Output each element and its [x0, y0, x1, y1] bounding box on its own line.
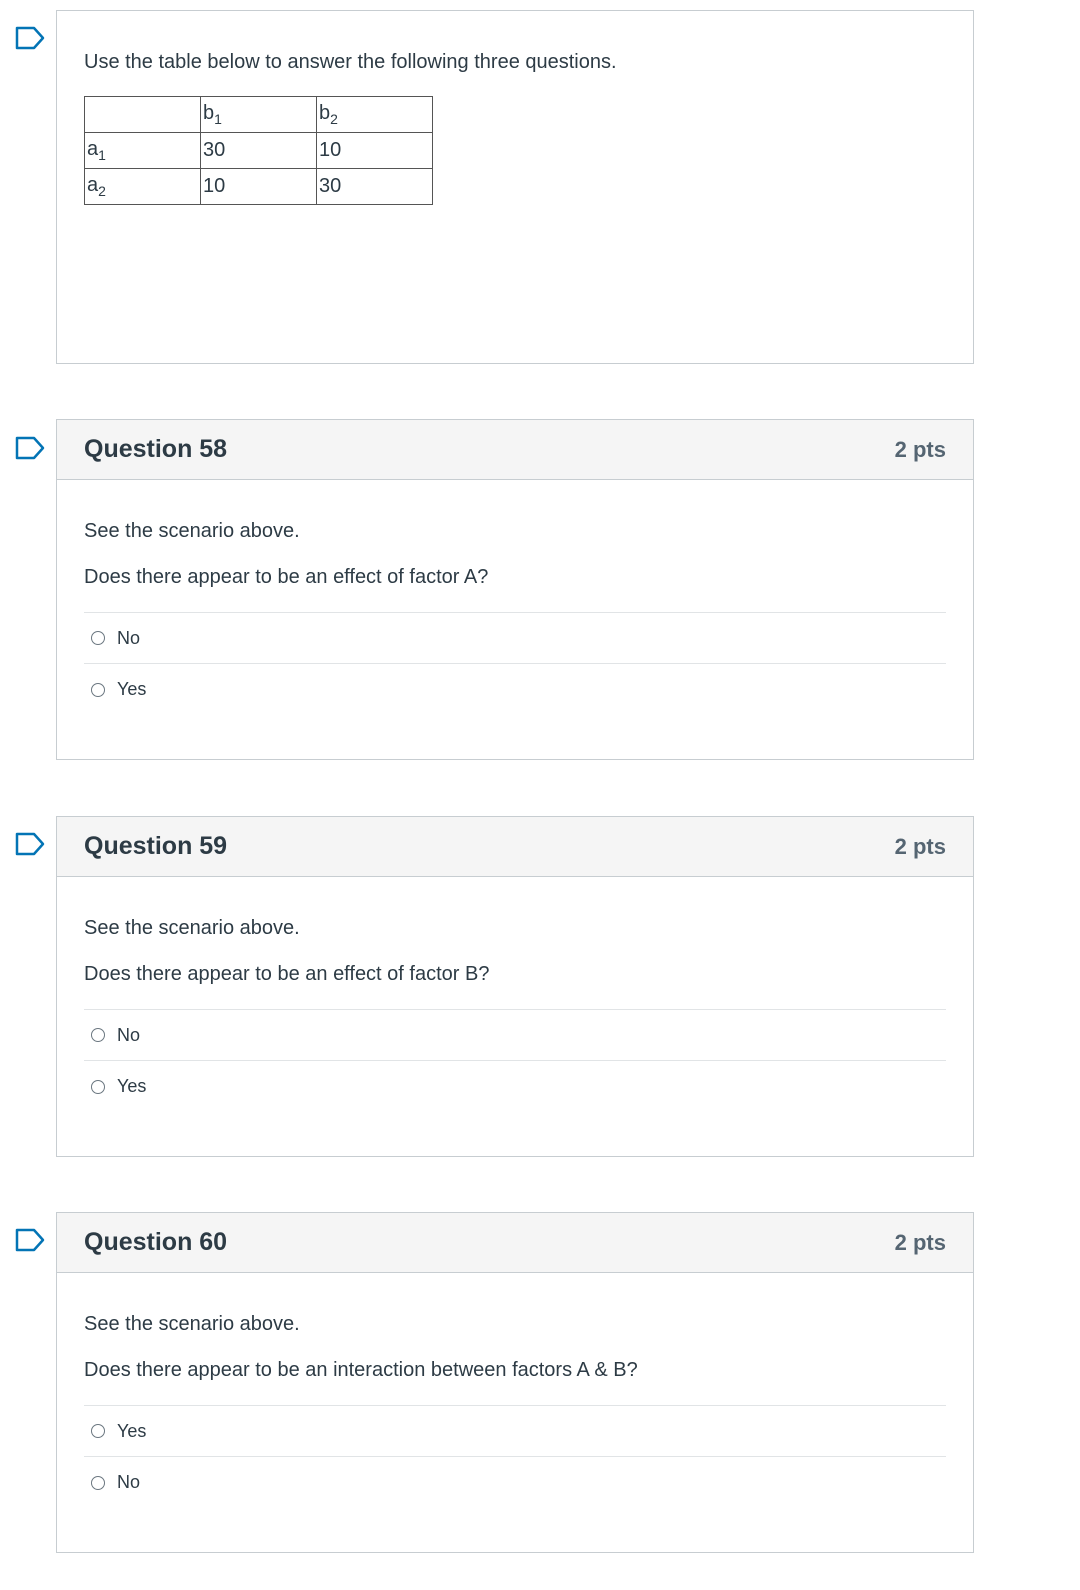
radio-button[interactable] [91, 683, 105, 697]
question-points: 2 pts [894, 833, 946, 859]
question-scenario: See the scenario above. [84, 520, 300, 542]
answer-option[interactable] [84, 1406, 946, 1457]
question-header [57, 1213, 973, 1273]
answer-label: No [117, 1024, 141, 1045]
table-cell: 10 [201, 169, 317, 205]
question-prompt: Does there appear to be an effect of factor A? [84, 566, 489, 588]
table-cell: 30 [201, 133, 317, 169]
question-card [56, 1212, 974, 1553]
question-title: Question 59 [84, 832, 228, 860]
table-header-row [85, 97, 433, 133]
flag-question-icon[interactable] [14, 436, 46, 462]
scenario-text: Use the table below to answer the following three questions. [84, 51, 617, 73]
radio-button[interactable] [91, 1476, 105, 1490]
answer-option[interactable] [84, 613, 946, 664]
answer-option[interactable] [84, 1061, 946, 1112]
answer-list [84, 612, 946, 715]
question-title: Question 58 [84, 435, 228, 463]
question-scenario: See the scenario above. [84, 917, 300, 939]
answer-option[interactable] [84, 664, 946, 715]
question-title: Question 60 [84, 1228, 228, 1256]
answer-label: Yes [117, 1420, 147, 1441]
radio-button[interactable] [91, 1080, 105, 1094]
radio-button[interactable] [91, 1424, 105, 1438]
table-cell: 10 [317, 133, 433, 169]
table-row [85, 133, 433, 169]
scenario-card [56, 10, 974, 364]
table-row [85, 169, 433, 205]
question-points: 2 pts [894, 436, 946, 462]
answer-label: Yes [117, 1076, 147, 1096]
answer-label: No [117, 1472, 141, 1492]
table-cell: 30 [317, 169, 433, 205]
answer-label: Yes [117, 679, 147, 699]
radio-button[interactable] [91, 631, 105, 645]
question-points: 2 pts [894, 1229, 946, 1255]
table-row-label: $a_1$ [85, 133, 201, 169]
question-header [57, 817, 973, 877]
table-header-cell: $b_1$ [201, 97, 317, 133]
question-header [57, 420, 973, 480]
flag-question-icon[interactable] [14, 1228, 46, 1254]
question-prompt: Does there appear to be an effect of factor B? [84, 963, 490, 985]
answer-label: No [117, 627, 141, 648]
table-header-cell: $b_2$ [317, 97, 433, 133]
question-prompt: Does there appear to be an interaction between factors A & B? [84, 1359, 638, 1381]
question-scenario: See the scenario above. [84, 1313, 300, 1335]
flag-question-icon[interactable] [14, 26, 46, 52]
table-row-label: $a_2$ [85, 169, 201, 205]
answer-list [84, 1009, 946, 1112]
table-cell [85, 97, 201, 133]
answer-option[interactable] [84, 1457, 946, 1508]
radio-button[interactable] [91, 1028, 105, 1042]
flag-question-icon[interactable] [14, 832, 46, 858]
data-table [84, 96, 433, 205]
question-card [56, 816, 974, 1157]
question-card [56, 419, 974, 760]
answer-option[interactable] [84, 1010, 946, 1061]
answer-list [84, 1405, 946, 1508]
